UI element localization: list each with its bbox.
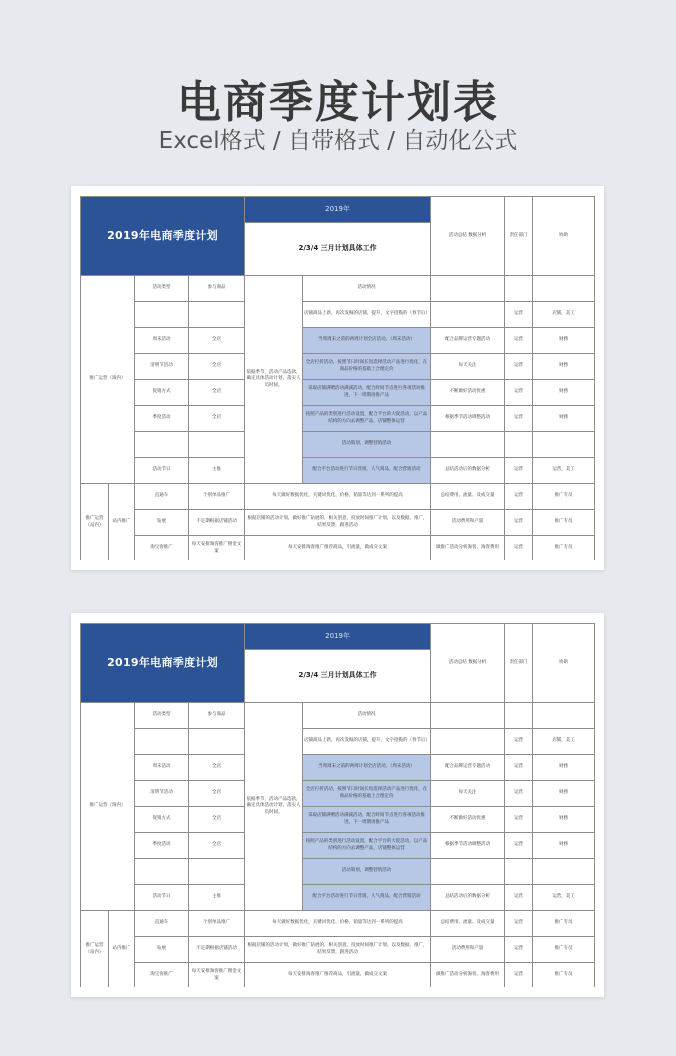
activity-type: 促销方式: [135, 807, 189, 833]
section-label: 推广运营（站内）: [81, 911, 109, 989]
activity-detail: 按照产品的类别进行活动设置，配合平台的大促活动，以产品结构的方向去调整产品，店铺整体运营: [303, 406, 431, 432]
owner: 运营: [505, 458, 533, 484]
coop: 财務: [533, 755, 595, 781]
activity-review: [431, 859, 505, 885]
table-row: [81, 276, 595, 302]
table-row: [81, 859, 595, 885]
activity-review: 不断做好活动优惠: [431, 380, 505, 406]
activity-detail: 每天安排淘客推广推荐商品，引流量，做成交文案: [245, 536, 431, 562]
plan-table-body: [81, 197, 595, 562]
header-activity-detail: 活动情况: [303, 276, 431, 302]
participation-goods: 每天安排淘客推广佣金文案: [189, 536, 245, 562]
owner: 运营: [505, 406, 533, 432]
activity-type: 钻展: [135, 510, 189, 536]
table-row: [81, 197, 595, 223]
coop: 推广专员: [533, 963, 595, 989]
table-row: [81, 406, 595, 432]
header-coop: 协助: [533, 624, 595, 703]
activity-type: 促销方式: [135, 380, 189, 406]
table-cell: [505, 276, 533, 302]
sheet-preview-2: [71, 613, 604, 997]
table-row: [81, 432, 595, 458]
activity-review: 每天关注: [431, 354, 505, 380]
owner: 运营: [505, 807, 533, 833]
table-cell: [431, 703, 505, 729]
activity-detail: 按照产品的类别进行活动设置，配合平台的大促活动，以产品结构的方向去调整产品，店铺整体运营: [303, 833, 431, 859]
table-cell: [533, 703, 595, 729]
owner: 运营: [505, 380, 533, 406]
coop: 财務: [533, 781, 595, 807]
coop: 推广专员: [533, 510, 595, 536]
table-row: [81, 624, 595, 650]
year-header: 2019年: [245, 624, 431, 650]
activity-type: [135, 859, 189, 885]
activity-type: 钻展: [135, 937, 189, 963]
activity-detail: 根据店铺的活动计划，做好推广钻展的，相关创意、投放时间推广计划，以及数据，推广，结果反馈，跟进活动: [245, 937, 431, 963]
activity-detail: 配合平台活动进行节日营销，人气商品，配合营销活动: [303, 458, 431, 484]
section-label: 推广运营（淘内）: [81, 276, 135, 484]
activity-review: 做推广活动分析淘客，淘客费用: [431, 963, 505, 989]
section-label: 推广运营（站内）: [81, 484, 109, 562]
coop: 推广专员: [533, 911, 595, 937]
section-sublabel: 站内推广: [109, 484, 135, 562]
activity-plan: 依据季节，活动产品选款，确定具体活动计划，落实人员时间。: [245, 276, 303, 484]
participation-goods: 全店: [189, 406, 245, 432]
activity-type: 活动节日: [135, 458, 189, 484]
activity-type: 清明节活动: [135, 354, 189, 380]
coop: 推广专员: [533, 484, 595, 510]
owner: 运营: [505, 729, 533, 755]
participation-goods: 不定期根据店铺活动: [189, 510, 245, 536]
header-activity-detail: 活动情况: [303, 703, 431, 729]
table-row: [81, 703, 595, 729]
coop: 财務: [533, 380, 595, 406]
page-subtitle: Excel格式 / 自带格式 / 自动化公式: [158, 128, 518, 154]
sheet-preview-1: [71, 186, 604, 570]
activity-review: [431, 432, 505, 458]
coop: [533, 859, 595, 885]
owner: 运营: [505, 937, 533, 963]
plan-table-body: [81, 624, 595, 989]
activity-detail: 店铺商品上新，再次发掘的店铺，提升，文字招揽的（春节后）: [303, 729, 431, 755]
participation-goods: 全店: [189, 755, 245, 781]
activity-type: 周末活动: [135, 755, 189, 781]
activity-detail: 活动策划，调整营销活动: [303, 432, 431, 458]
activity-type: 直通车: [135, 484, 189, 510]
table-cell: [505, 703, 533, 729]
activity-review: 总结活动后的数据分析: [431, 458, 505, 484]
activity-type: [135, 432, 189, 458]
activity-type: 淘宝客推广: [135, 536, 189, 562]
table-row: [81, 833, 595, 859]
owner: 运营: [505, 536, 533, 562]
activity-detail: 店铺商品上新，再次发掘的店铺，提升，文字招揽的（春节后）: [303, 302, 431, 328]
activity-review: 活动费用和产量: [431, 510, 505, 536]
header-coop: 协助: [533, 197, 595, 276]
activity-type: 活动节日: [135, 885, 189, 911]
month-title: 2/3/4 三月计划具体工作: [245, 223, 431, 276]
coop: 财務: [533, 807, 595, 833]
activity-review: 每天关注: [431, 781, 505, 807]
header-participation: 参与商品: [189, 276, 245, 302]
table-row: [81, 807, 595, 833]
table-cell: [431, 276, 505, 302]
activity-review: [431, 302, 505, 328]
table-row: [81, 937, 595, 963]
activity-detail: 当周周末之前的两周计划全店活动。（周末活动）: [303, 328, 431, 354]
header-activity-type: 活动类型: [135, 703, 189, 729]
owner: 运营: [505, 328, 533, 354]
coop: 财務: [533, 328, 595, 354]
activity-plan: 依据季节，活动产品选款，确定具体活动计划，落实人员时间。: [245, 703, 303, 911]
activity-type: 周末活动: [135, 328, 189, 354]
brand-title: 2019年电商季度计划: [81, 624, 245, 703]
activity-type: 淘宝客推广: [135, 963, 189, 989]
activity-detail: 每天安排淘客推广推荐商品，引流量，做成交文案: [245, 963, 431, 989]
owner: [505, 859, 533, 885]
table-row: [81, 963, 595, 989]
owner: 运营: [505, 833, 533, 859]
table-cell: [533, 276, 595, 302]
activity-review: 配合品牌运营专题活动: [431, 328, 505, 354]
participation-goods: [189, 729, 245, 755]
owner: 运营: [505, 354, 533, 380]
owner: 运营: [505, 302, 533, 328]
table-row: [81, 354, 595, 380]
table-row: [81, 328, 595, 354]
activity-review: 总结活动后的数据分析: [431, 885, 505, 911]
owner: 运营: [505, 885, 533, 911]
participation-goods: 主推: [189, 885, 245, 911]
activity-type: 清明节活动: [135, 781, 189, 807]
owner: 运营: [505, 510, 533, 536]
participation-goods: 全店: [189, 833, 245, 859]
table-row: [81, 911, 595, 937]
activity-review: 不断做好活动优惠: [431, 807, 505, 833]
participation-goods: [189, 302, 245, 328]
participation-goods: 全店: [189, 328, 245, 354]
section-label: 推广运营（淘内）: [81, 703, 135, 911]
header-owner: 责任部门: [505, 624, 533, 703]
owner: [505, 432, 533, 458]
owner: 运营: [505, 963, 533, 989]
activity-detail: 采取店铺满赠活动满减活动，配合时间节点进行各项活动推进，下一周期再推产品: [303, 380, 431, 406]
activity-detail: 根据店铺的活动计划，做好推广钻展的，相关创意、投放时间推广计划，以及数据，推广，结果反馈，跟进活动: [245, 510, 431, 536]
participation-goods: [189, 432, 245, 458]
activity-review: 配合品牌运营专题活动: [431, 755, 505, 781]
participation-goods: 个别单品推广: [189, 911, 245, 937]
brand-title: 2019年电商季度计划: [81, 197, 245, 276]
activity-review: 根据季节活动调整活动: [431, 833, 505, 859]
plan-table: [80, 623, 595, 989]
header-activity-review: 活动总结 数据分析: [431, 197, 505, 276]
coop: 推广专员: [533, 937, 595, 963]
activity-review: 做推广活动分析淘客，淘客费用: [431, 536, 505, 562]
activity-type: 直通车: [135, 911, 189, 937]
plan-table: [80, 196, 595, 562]
header-activity-type: 活动类型: [135, 276, 189, 302]
participation-goods: 全店: [189, 807, 245, 833]
coop: 运营，美工: [533, 885, 595, 911]
coop: 推广专员: [533, 536, 595, 562]
activity-detail: 全店打折活动，按照节日时间长短选择活动产品进行优化，在商品价格的基础上合理定价: [303, 781, 431, 807]
participation-goods: 全店: [189, 354, 245, 380]
activity-detail: 配合平台活动进行节日营销，人气商品，配合营销活动: [303, 885, 431, 911]
activity-detail: 活动策划，调整营销活动: [303, 859, 431, 885]
participation-goods: 个别单品推广: [189, 484, 245, 510]
participation-goods: 全店: [189, 781, 245, 807]
activity-detail: 采取店铺满赠活动满减活动，配合时间节点进行各项活动推进，下一周期再推产品: [303, 807, 431, 833]
table-row: [81, 885, 595, 911]
table-row: [81, 302, 595, 328]
table-row: [81, 755, 595, 781]
coop: [533, 432, 595, 458]
activity-type: [135, 729, 189, 755]
owner: 运营: [505, 781, 533, 807]
table-row: [81, 536, 595, 562]
activity-detail: 每天做好数据优化，关键词优化，价格，销量等达到一系列的提高: [245, 911, 431, 937]
year-header: 2019年: [245, 197, 431, 223]
coop: 财務: [533, 833, 595, 859]
table-row: [81, 781, 595, 807]
coop: 财務: [533, 354, 595, 380]
owner: 运营: [505, 755, 533, 781]
month-title: 2/3/4 三月计划具体工作: [245, 650, 431, 703]
participation-goods: 不定期根据店铺活动: [189, 937, 245, 963]
activity-review: [431, 729, 505, 755]
activity-type: 季度活动: [135, 406, 189, 432]
activity-review: 总结费用、流量、及成交量: [431, 911, 505, 937]
participation-goods: 全店: [189, 380, 245, 406]
participation-goods: 主推: [189, 458, 245, 484]
header-owner: 责任部门: [505, 197, 533, 276]
header-activity-review: 活动总结 数据分析: [431, 624, 505, 703]
participation-goods: 每天安排淘客推广佣金文案: [189, 963, 245, 989]
page-title: 电商季度计划表: [177, 77, 499, 128]
activity-type: [135, 302, 189, 328]
activity-type: 季度活动: [135, 833, 189, 859]
table-row: [81, 380, 595, 406]
coop: 店铺，美工: [533, 729, 595, 755]
coop: 财務: [533, 406, 595, 432]
table-row: [81, 510, 595, 536]
participation-goods: [189, 859, 245, 885]
coop: 运营，美工: [533, 458, 595, 484]
activity-detail: 当周周末之前的两周计划全店活动。（周末活动）: [303, 755, 431, 781]
header-participation: 参与商品: [189, 703, 245, 729]
table-row: [81, 484, 595, 510]
owner: 运营: [505, 911, 533, 937]
activity-detail: 全店打折活动，按照节日时间长短选择活动产品进行优化，在商品价格的基础上合理定价: [303, 354, 431, 380]
owner: 运营: [505, 484, 533, 510]
activity-review: 活动费用和产量: [431, 937, 505, 963]
section-sublabel: 站内推广: [109, 911, 135, 989]
activity-detail: 每天做好数据优化，关键词优化，价格，销量等达到一系列的提高: [245, 484, 431, 510]
table-row: [81, 729, 595, 755]
table-row: [81, 458, 595, 484]
coop: 店铺，美工: [533, 302, 595, 328]
activity-review: 总结费用、流量、及成交量: [431, 484, 505, 510]
activity-review: 根据季节活动调整活动: [431, 406, 505, 432]
